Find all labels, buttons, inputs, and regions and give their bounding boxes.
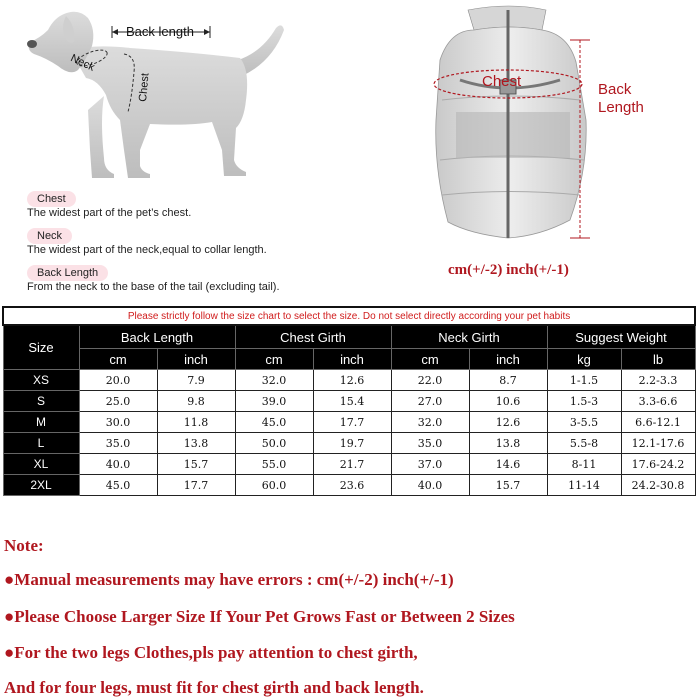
table-cell: 12.6 xyxy=(469,412,547,433)
note-line: ●Please Choose Larger Size If Your Pet Grows Fast or Between 2 Sizes xyxy=(4,607,515,626)
table-cell: 20.0 xyxy=(79,370,157,391)
unit-header: cm xyxy=(79,349,157,370)
table-cell: 25.0 xyxy=(79,391,157,412)
table-row xyxy=(3,475,695,496)
table-cell: 8-11 xyxy=(547,454,621,475)
table-cell: 13.8 xyxy=(157,433,235,454)
measurement-tolerance: cm(+/-2) inch(+/-1) xyxy=(448,262,569,278)
table-cell: 6.6-12.1 xyxy=(621,412,695,433)
table-cell: 19.7 xyxy=(313,433,391,454)
chest-girth-header: Chest Girth xyxy=(235,325,391,349)
neck-term-tag: Neck xyxy=(27,228,72,244)
jacket-measurement-diagram xyxy=(420,0,690,250)
table-cell: 8.7 xyxy=(469,370,547,391)
table-cell: 30.0 xyxy=(79,412,157,433)
table-cell: 2.2-3.3 xyxy=(621,370,695,391)
table-cell: 40.0 xyxy=(79,454,157,475)
table-cell: 60.0 xyxy=(235,475,313,496)
back-length-header: Back Length xyxy=(79,325,235,349)
table-cell: 50.0 xyxy=(235,433,313,454)
size-label: M xyxy=(3,412,79,433)
table-row xyxy=(3,412,695,433)
table-cell: 45.0 xyxy=(79,475,157,496)
unit-header: lb xyxy=(621,349,695,370)
table-cell: 21.7 xyxy=(313,454,391,475)
unit-header: cm xyxy=(235,349,313,370)
jacket-back-label: Back xyxy=(598,81,632,98)
table-cell: 55.0 xyxy=(235,454,313,475)
size-label: XS xyxy=(3,370,79,391)
table-cell: 10.6 xyxy=(469,391,547,412)
table-cell: 15.7 xyxy=(469,475,547,496)
size-chart xyxy=(2,306,694,496)
table-cell: 1.5-3 xyxy=(547,391,621,412)
table-cell: 27.0 xyxy=(391,391,469,412)
chest-label: Chest xyxy=(137,72,152,103)
chest-term-tag: Chest xyxy=(27,191,76,207)
size-label: L xyxy=(3,433,79,454)
suggest-weight-header: Suggest Weight xyxy=(547,325,695,349)
table-row xyxy=(3,391,695,412)
table-cell: 7.9 xyxy=(157,370,235,391)
jacket-chest-label: Chest xyxy=(482,73,522,90)
table-cell: 12.6 xyxy=(313,370,391,391)
table-cell: 23.6 xyxy=(313,475,391,496)
neck-definition: The widest part of the neck,equal to collar length. xyxy=(27,244,267,256)
dog-measurement-diagram xyxy=(0,0,330,180)
table-cell: 14.6 xyxy=(469,454,547,475)
jacket-length-label: Length xyxy=(598,99,644,116)
table-row xyxy=(3,454,695,475)
unit-header: cm xyxy=(391,349,469,370)
size-label: S xyxy=(3,391,79,412)
table-cell: 3.3-6.6 xyxy=(621,391,695,412)
table-cell: 35.0 xyxy=(391,433,469,454)
table-cell: 12.1-17.6 xyxy=(621,433,695,454)
unit-header: inch xyxy=(469,349,547,370)
chest-definition: The widest part of the pet’s chest. xyxy=(27,207,192,219)
table-cell: 15.4 xyxy=(313,391,391,412)
table-cell: 17.7 xyxy=(313,412,391,433)
table-row xyxy=(3,433,695,454)
size-table xyxy=(2,306,696,496)
table-cell: 32.0 xyxy=(235,370,313,391)
neck-label: Neck xyxy=(68,52,97,74)
table-cell: 45.0 xyxy=(235,412,313,433)
size-header: Size xyxy=(3,325,79,370)
table-cell: 35.0 xyxy=(79,433,157,454)
back-length-definition: From the neck to the base of the tail (excluding tail). xyxy=(27,281,280,293)
back-length-label: Back length xyxy=(126,24,194,39)
table-cell: 24.2-30.8 xyxy=(621,475,695,496)
table-cell: 39.0 xyxy=(235,391,313,412)
table-cell: 17.6-24.2 xyxy=(621,454,695,475)
table-cell: 5.5-8 xyxy=(547,433,621,454)
note-line: And for four legs, must fit for chest girth and back length. xyxy=(4,678,424,697)
table-cell: 3-5.5 xyxy=(547,412,621,433)
table-cell: 11-14 xyxy=(547,475,621,496)
table-cell: 15.7 xyxy=(157,454,235,475)
table-row xyxy=(3,370,695,391)
table-cell: 11.8 xyxy=(157,412,235,433)
table-cell: 1-1.5 xyxy=(547,370,621,391)
unit-header: inch xyxy=(313,349,391,370)
size-warning: Please strictly follow the size chart to select the size. Do not select directly according your pet habits xyxy=(3,307,695,325)
table-cell: 32.0 xyxy=(391,412,469,433)
table-cell: 13.8 xyxy=(469,433,547,454)
table-cell: 37.0 xyxy=(391,454,469,475)
note-title: Note: xyxy=(4,536,44,555)
note-line: ●For the two legs Clothes,pls pay attention to chest girth, xyxy=(4,643,418,662)
table-cell: 40.0 xyxy=(391,475,469,496)
size-label: 2XL xyxy=(3,475,79,496)
note-line: ●Manual measurements may have errors : cm(+/-2) inch(+/-1) xyxy=(4,570,454,589)
neck-girth-header: Neck Girth xyxy=(391,325,547,349)
size-label: XL xyxy=(3,454,79,475)
unit-header: inch xyxy=(157,349,235,370)
table-cell: 22.0 xyxy=(391,370,469,391)
table-cell: 17.7 xyxy=(157,475,235,496)
back-length-term-tag: Back Length xyxy=(27,265,108,281)
unit-header: kg xyxy=(547,349,621,370)
table-cell: 9.8 xyxy=(157,391,235,412)
